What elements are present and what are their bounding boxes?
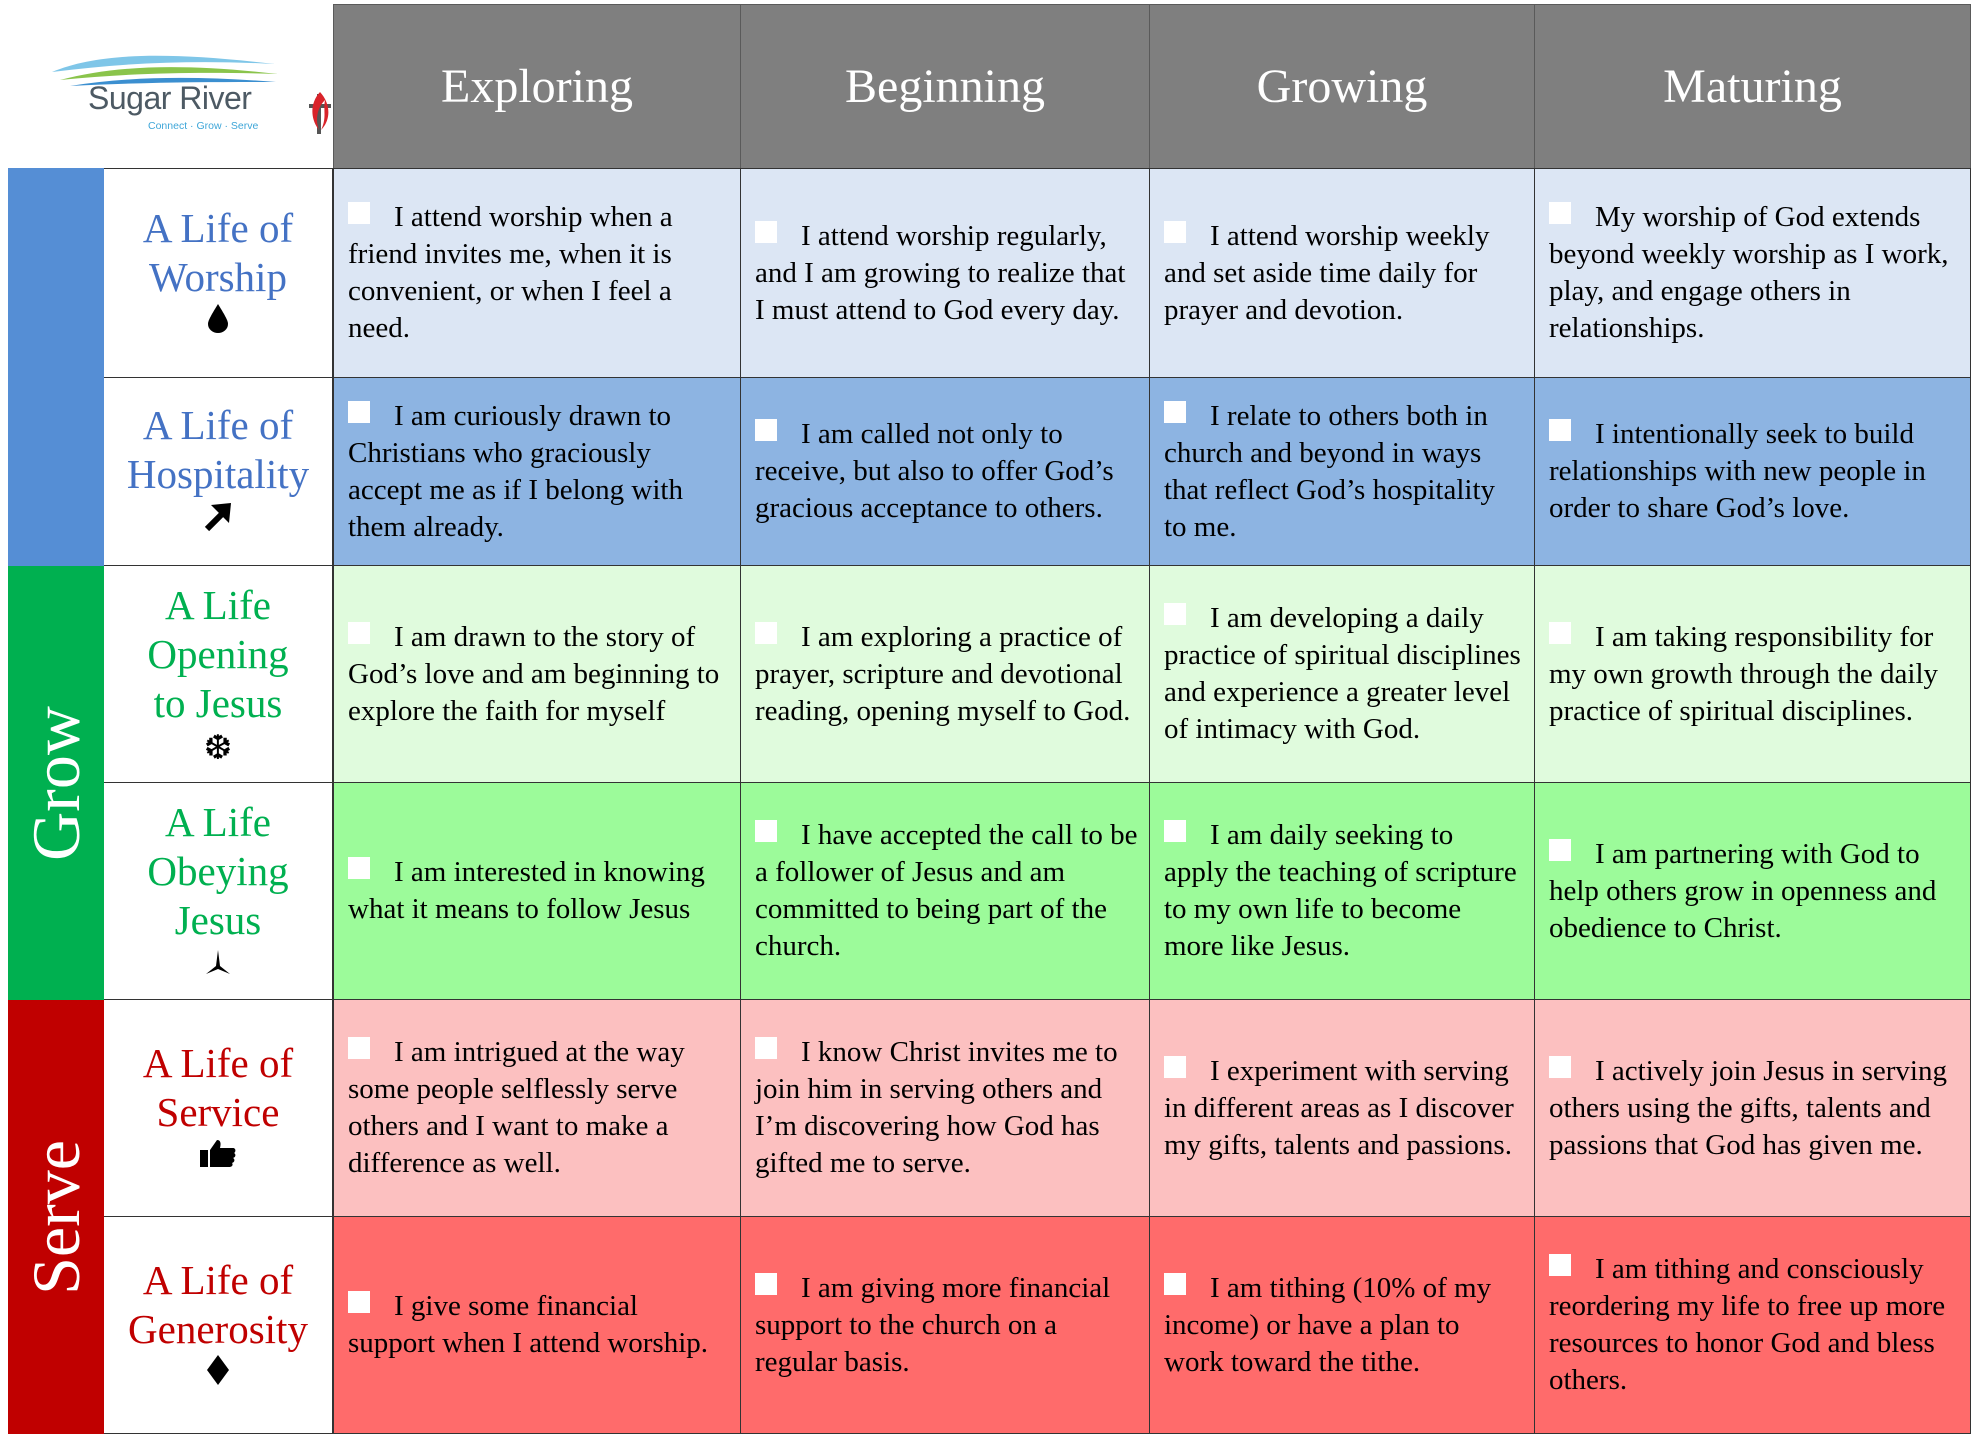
practice-cell bbox=[1150, 783, 1535, 1000]
practice-cell bbox=[1150, 1000, 1535, 1217]
checkbox[interactable] bbox=[348, 857, 370, 879]
logo-name: Sugar River bbox=[88, 80, 252, 116]
checkbox[interactable] bbox=[755, 622, 777, 644]
stage-label: Beginning bbox=[845, 60, 1045, 113]
category-label: Serve bbox=[17, 1139, 94, 1295]
checkbox[interactable] bbox=[1164, 1056, 1186, 1078]
checkbox[interactable] bbox=[1549, 1254, 1571, 1276]
stage-label: Maturing bbox=[1663, 60, 1842, 113]
practice-cell bbox=[1535, 566, 1971, 783]
checkbox[interactable] bbox=[755, 1037, 777, 1059]
checkbox[interactable] bbox=[755, 820, 777, 842]
practice-cell bbox=[1150, 168, 1535, 378]
practice-text: I experiment with serving in different areas as I discover my gifts, talents and passions. bbox=[1164, 1054, 1514, 1161]
cross-flame-icon bbox=[307, 90, 333, 136]
practice-text: I am curiously drawn to Christians who graciously accept me as if I belong with them already. bbox=[348, 399, 683, 543]
row-label-hospitality bbox=[104, 378, 333, 566]
practice-text: I am partnering with God to help others grow in openness and obedience to Christ. bbox=[1549, 837, 1937, 944]
category-label: Grow bbox=[17, 705, 94, 861]
stage-header-growing bbox=[1150, 4, 1535, 168]
practice-text: I relate to others both in church and beyond in ways that reflect God’s hospitality to me. bbox=[1164, 399, 1496, 543]
practice-cell bbox=[333, 378, 741, 566]
practice-cell bbox=[741, 1000, 1150, 1217]
row-title: A Life Opening to Jesus bbox=[147, 581, 289, 726]
thumbs-up-icon bbox=[199, 1137, 237, 1177]
practice-text: I am giving more financial support to the church on a regular basis. bbox=[755, 1271, 1111, 1378]
row-title: A Life of Service bbox=[142, 1040, 294, 1135]
stage-header-exploring bbox=[333, 4, 741, 168]
checkbox[interactable] bbox=[348, 202, 370, 224]
practice-cell bbox=[1150, 1217, 1535, 1434]
checkbox[interactable] bbox=[1164, 603, 1186, 625]
practice-cell bbox=[741, 168, 1150, 378]
checkbox[interactable] bbox=[348, 401, 370, 423]
stage-header-beginning bbox=[741, 4, 1150, 168]
practice-text: I intentionally seek to build relationships with new people in order to share God’s love. bbox=[1549, 418, 1926, 524]
practice-cell bbox=[741, 378, 1150, 566]
row-label-worship bbox=[104, 168, 333, 378]
logo-tagline: Connect · Grow · Serve bbox=[148, 120, 259, 132]
checkbox[interactable] bbox=[1164, 401, 1186, 423]
practice-text: I attend worship regularly, and I am growing to realize that I must attend to God every day. bbox=[755, 219, 1126, 326]
practice-cell bbox=[1535, 1000, 1971, 1217]
practice-text: I am interested in knowing what it means to follow Jesus bbox=[348, 856, 705, 925]
practice-text: I am exploring a practice of prayer, scripture and devotional reading, opening myself to God. bbox=[755, 620, 1131, 727]
row-title: A Life Obeying Jesus bbox=[147, 798, 289, 943]
practice-cell bbox=[1150, 378, 1535, 566]
checkbox[interactable] bbox=[1164, 1273, 1186, 1295]
stage-label: Exploring bbox=[441, 60, 633, 113]
practice-text: I am daily seeking to apply the teaching of scripture to my own life to become more like Jesus. bbox=[1164, 819, 1517, 962]
diamond-icon bbox=[206, 1354, 230, 1395]
category-bar-serve bbox=[8, 1000, 104, 1434]
practice-text: I am taking responsibility for my own growth through the daily practice of spiritual disciplines. bbox=[1549, 620, 1939, 727]
practice-cell bbox=[741, 566, 1150, 783]
checkbox[interactable] bbox=[755, 221, 777, 243]
practice-cell bbox=[1535, 1217, 1971, 1434]
arrow-icon bbox=[201, 499, 235, 542]
practice-text: I know Christ invites me to join him in serving others and I’m discovering how God has gifted me to serve. bbox=[755, 1036, 1118, 1179]
practice-text: I am intrigued at the way some people selflessly serve others and I want to make a difference as well. bbox=[348, 1036, 685, 1179]
practice-text: I actively join Jesus in serving others using the gifts, talents and passions that God has given me. bbox=[1549, 1054, 1947, 1161]
checkbox[interactable] bbox=[1549, 622, 1571, 644]
practice-cell bbox=[1535, 168, 1971, 378]
tri-point-icon bbox=[205, 945, 231, 985]
row-title: A Life of Hospitality bbox=[126, 402, 310, 497]
practice-text: I attend worship weekly and set aside time daily for prayer and devotion. bbox=[1164, 219, 1490, 326]
practice-text: I am tithing (10% of my income) or have a plan to work toward the tithe. bbox=[1164, 1271, 1492, 1378]
snowflake-icon: ❆ bbox=[203, 727, 233, 768]
row-title: A Life of Worship bbox=[142, 205, 294, 300]
checkbox[interactable] bbox=[755, 1273, 777, 1295]
practice-text: I am tithing and consciously reordering my life to free up more resources to honor God and bless others. bbox=[1549, 1253, 1946, 1396]
stage-label: Growing bbox=[1256, 60, 1428, 113]
checkbox[interactable] bbox=[1164, 820, 1186, 842]
checkbox[interactable] bbox=[348, 1291, 370, 1313]
checkbox[interactable] bbox=[348, 1037, 370, 1059]
row-label-generosity bbox=[104, 1217, 333, 1434]
practice-cell bbox=[1535, 378, 1971, 566]
checkbox[interactable] bbox=[1549, 839, 1571, 861]
practice-text: My worship of God extends beyond weekly worship as I work, play, and engage others in relationships. bbox=[1549, 201, 1949, 344]
practice-text: I attend worship when a friend invites me, when it is convenient, or when I feel a need. bbox=[348, 201, 673, 344]
practice-text: I have accepted the call to be a follower of Jesus and am committed to being part of the church. bbox=[755, 819, 1138, 962]
practice-text: I am developing a daily practice of spiritual disciplines and experience a greater level of intimacy with God. bbox=[1164, 602, 1521, 745]
practice-text: I give some financial support when I attend worship. bbox=[348, 1290, 709, 1359]
row-title: A Life of Generosity bbox=[128, 1256, 308, 1352]
practice-cell bbox=[1535, 783, 1971, 1000]
checkbox[interactable] bbox=[348, 622, 370, 644]
practice-cell bbox=[333, 1000, 741, 1217]
checkbox[interactable] bbox=[1549, 419, 1571, 441]
drop-icon bbox=[206, 302, 230, 342]
checkbox[interactable] bbox=[1549, 1056, 1571, 1078]
row-label-service bbox=[104, 1000, 333, 1217]
checkbox[interactable] bbox=[1164, 221, 1186, 243]
row-label-obeying bbox=[104, 783, 333, 1000]
practice-cell bbox=[333, 566, 741, 783]
category-bar-connect bbox=[8, 168, 104, 566]
row-label-opening bbox=[104, 566, 333, 783]
logo bbox=[45, 50, 335, 160]
stage-header-maturing bbox=[1535, 4, 1971, 168]
practice-cell bbox=[333, 783, 741, 1000]
practice-text: I am drawn to the story of God’s love and am beginning to explore the faith for myself bbox=[348, 620, 720, 727]
practice-cell bbox=[741, 1217, 1150, 1434]
practice-cell bbox=[333, 1217, 741, 1434]
category-bar-grow bbox=[8, 566, 104, 1000]
checkbox[interactable] bbox=[1549, 202, 1571, 224]
practice-cell bbox=[1150, 566, 1535, 783]
practice-cell bbox=[741, 783, 1150, 1000]
practice-cell bbox=[333, 168, 741, 378]
checkbox[interactable] bbox=[755, 419, 777, 441]
practice-text: I am called not only to receive, but also to offer God’s gracious acceptance to others. bbox=[755, 418, 1114, 524]
